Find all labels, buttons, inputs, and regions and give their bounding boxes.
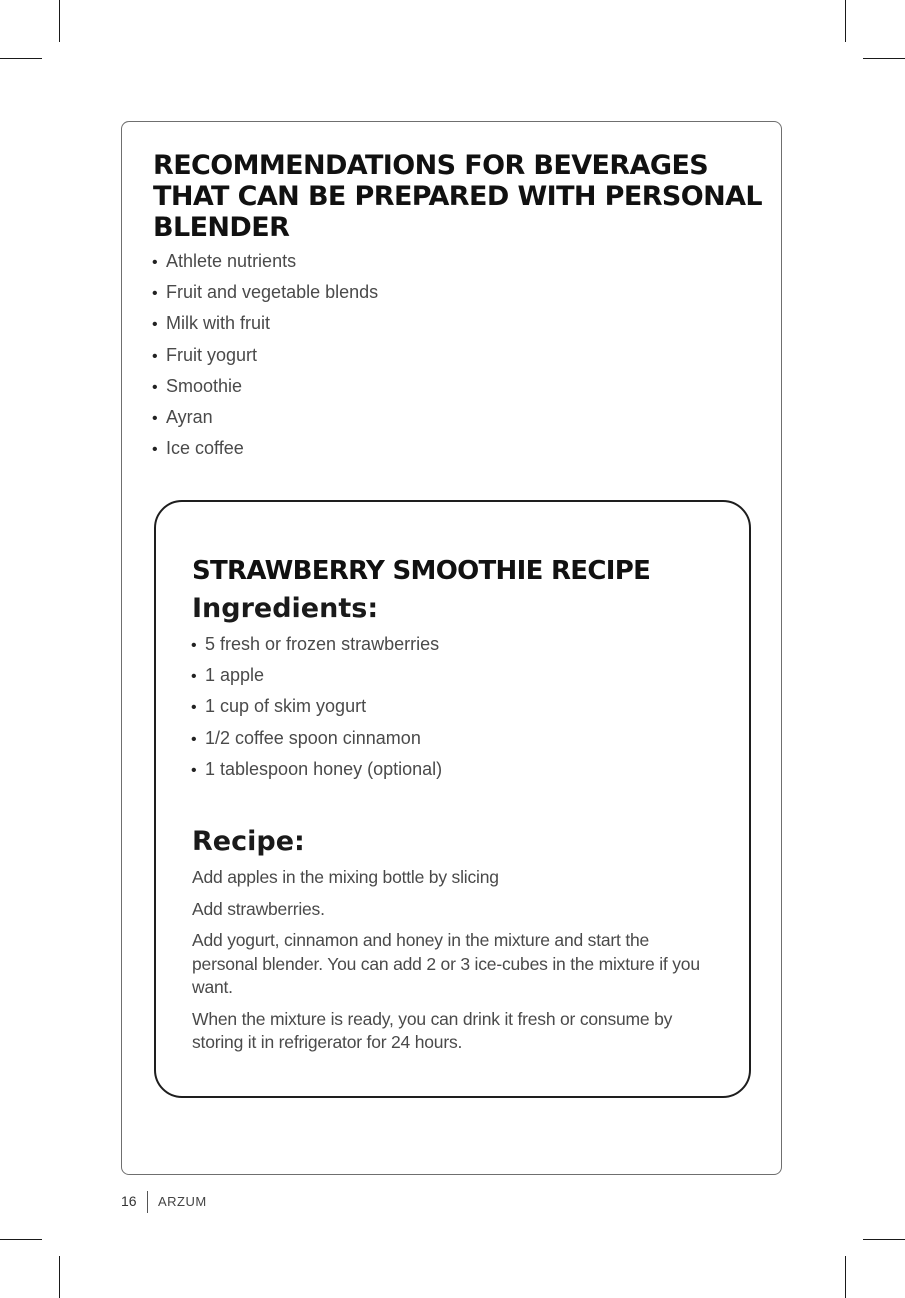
ingredient-label: 1/2 coffee spoon cinnamon — [205, 727, 421, 748]
list-item — [152, 403, 378, 434]
bullet-icon: • — [191, 699, 197, 717]
crop-mark — [863, 1239, 905, 1240]
beverage-list — [152, 247, 378, 465]
bullet-icon: • — [152, 285, 158, 303]
bullet-icon: • — [191, 761, 197, 779]
page-title: RECOMMENDATIONS FOR BEVERAGES THAT CAN BE PREPARED WITH PERSONAL BLENDER — [153, 150, 762, 243]
list-item-label: Fruit and vegetable blends — [166, 282, 379, 303]
list-item — [191, 724, 442, 755]
list-item — [191, 630, 442, 661]
list-item — [152, 309, 378, 340]
crop-mark — [863, 58, 905, 59]
list-item — [191, 692, 442, 723]
list-item-label: Ice coffee — [166, 438, 244, 459]
crop-mark — [845, 0, 846, 42]
bullet-icon: • — [152, 347, 158, 365]
crop-mark — [59, 0, 60, 42]
ingredient-label: 1 cup of skim yogurt — [205, 696, 367, 717]
bullet-icon: • — [152, 254, 158, 271]
ingredient-label: 5 fresh or frozen strawberries — [205, 634, 440, 654]
list-item — [152, 247, 378, 278]
recipe-heading: Recipe: — [192, 826, 305, 857]
crop-mark — [59, 1256, 60, 1298]
list-item-label: Smoothie — [166, 375, 243, 396]
list-item-label: Fruit yogurt — [166, 344, 258, 365]
bullet-icon: • — [191, 730, 197, 748]
bullet-icon: • — [152, 316, 158, 334]
bullet-icon: • — [191, 668, 197, 686]
crop-mark — [0, 1239, 42, 1240]
list-item — [152, 434, 378, 465]
ingredients-heading: Ingredients: — [192, 593, 379, 624]
crop-mark — [845, 1256, 846, 1298]
list-item — [152, 278, 378, 309]
recipe-steps — [192, 866, 712, 1063]
page-number: 16 — [121, 1193, 137, 1209]
list-item-label: Athlete nutrients — [166, 251, 297, 271]
ingredient-label: 1 tablespoon honey (optional) — [205, 758, 443, 779]
bullet-icon: • — [152, 441, 158, 459]
recipe-title: STRAWBERRY SMOOTHIE RECIPE — [192, 556, 651, 586]
ingredient-label: 1 apple — [205, 665, 265, 686]
crop-mark — [0, 58, 42, 59]
list-item — [191, 661, 442, 692]
bullet-icon: • — [152, 378, 158, 396]
bullet-icon: • — [152, 409, 158, 427]
brand-name: ARZUM — [158, 1194, 207, 1209]
list-item-label: Ayran — [166, 406, 213, 427]
recipe-step: Add strawberries. — [192, 898, 325, 919]
list-item-label: Milk with fruit — [166, 313, 271, 334]
ingredients-list — [191, 630, 442, 786]
list-item — [152, 372, 378, 403]
recipe-step: When the mixture is ready, you can drink it fresh or consume by storing it in refrigerator for 24 hours. — [192, 1008, 673, 1052]
list-item — [152, 341, 378, 372]
footer-divider — [147, 1191, 148, 1213]
list-item — [191, 755, 442, 786]
bullet-icon: • — [191, 637, 197, 654]
recipe-step: Add apples in the mixing bottle by slicing — [192, 867, 499, 887]
recipe-step: Add yogurt, cinnamon and honey in the mixture and start the personal blender. You can add 2 or 3 ice-cubes in the mixture if you want. — [192, 930, 700, 997]
